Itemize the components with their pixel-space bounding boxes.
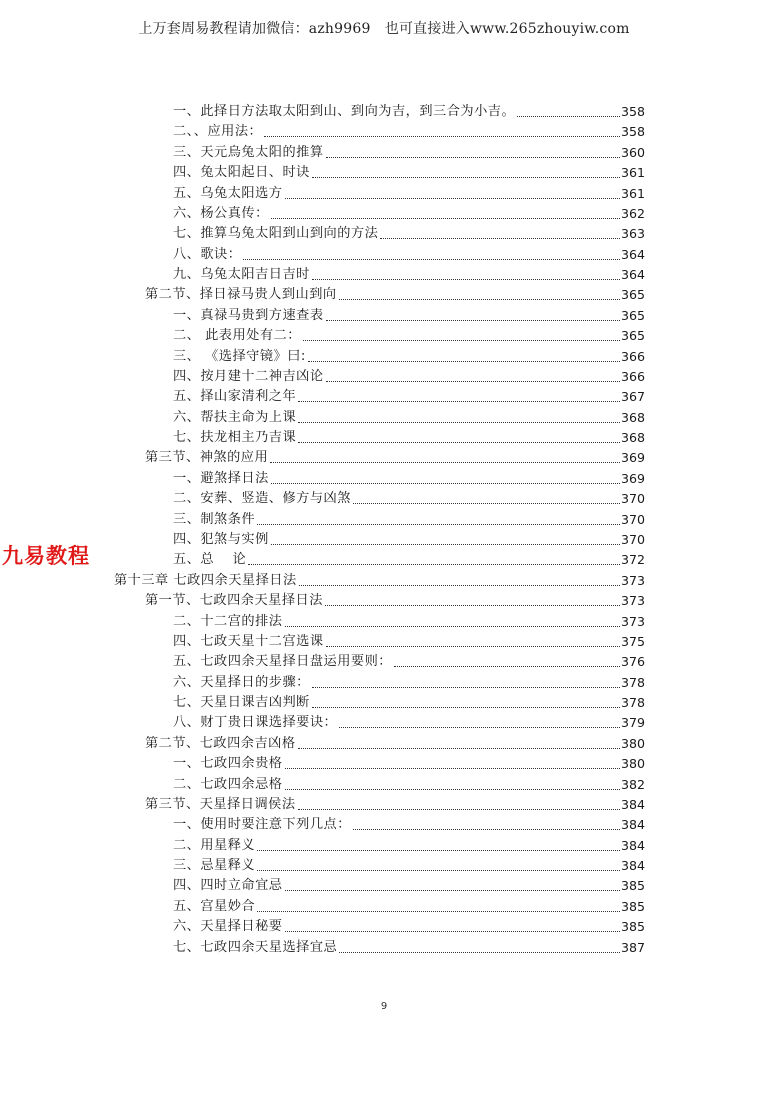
- toc-entry-title: 二、安葬、竖造、修方与凶煞: [173, 491, 351, 507]
- toc-entry[interactable]: [145, 284, 645, 304]
- toc-dot-leader: [326, 381, 620, 382]
- toc-entry[interactable]: [173, 611, 645, 631]
- toc-dot-leader: [353, 503, 620, 504]
- toc-dot-leader: [326, 646, 620, 647]
- toc-dot-leader: [312, 177, 620, 178]
- toc-dot-leader: [308, 361, 620, 362]
- toc-entry-title: 一、使用时要注意下列几点：: [173, 817, 351, 833]
- toc-entry[interactable]: [173, 712, 645, 732]
- toc-dot-leader: [326, 157, 620, 158]
- toc-entry[interactable]: [173, 386, 645, 406]
- toc-dot-leader: [257, 850, 620, 851]
- toc-entry-page: 361: [620, 165, 645, 181]
- toc-dot-leader: [271, 544, 620, 545]
- toc-entry-title: 四、兔太阳起日、时诀: [173, 165, 310, 181]
- toc-entry-page: 380: [620, 756, 645, 772]
- toc-entry[interactable]: [173, 753, 645, 773]
- toc-entry-title: 四、犯煞与实例: [173, 531, 269, 547]
- toc-entry-page: 370: [620, 511, 645, 527]
- toc-dot-leader: [257, 870, 620, 871]
- toc-entry-page: 378: [620, 674, 645, 690]
- toc-dot-leader: [339, 727, 620, 728]
- toc-entry-page: 384: [620, 796, 645, 812]
- toc-entry[interactable]: [173, 142, 645, 162]
- toc-entry[interactable]: [173, 244, 645, 264]
- toc-entry-page: 384: [620, 817, 645, 833]
- toc-entry-page: 376: [620, 654, 645, 670]
- toc-entry-title: 一、避煞择日法: [173, 470, 269, 486]
- toc-dot-leader: [298, 748, 620, 749]
- toc-entry[interactable]: [173, 325, 645, 345]
- toc-entry-title: 六、帮扶主命为上课: [173, 409, 297, 425]
- toc-entry[interactable]: [173, 427, 645, 447]
- toc-dot-leader: [299, 585, 620, 586]
- toc-entry-title: 九、乌兔太阳吉日吉时: [173, 267, 310, 283]
- toc-dot-leader: [326, 320, 620, 321]
- toc-entry[interactable]: [173, 814, 645, 834]
- toc-entry[interactable]: [173, 305, 645, 325]
- toc-entry[interactable]: [173, 162, 645, 182]
- toc-dot-leader: [298, 442, 620, 443]
- toc-entry[interactable]: [173, 855, 645, 875]
- toc-entry-title: 二、七政四余忌格: [173, 776, 283, 792]
- toc-dot-leader: [271, 483, 620, 484]
- toc-dot-leader: [243, 259, 620, 260]
- toc-entry-page: 365: [620, 287, 645, 303]
- toc-entry-page: 361: [620, 185, 645, 201]
- toc-dot-leader: [298, 422, 620, 423]
- toc-entry-page: 362: [620, 205, 645, 221]
- toc-dot-leader: [298, 401, 620, 402]
- toc-entry[interactable]: [173, 631, 645, 651]
- toc-dot-leader: [257, 911, 620, 912]
- toc-entry-title: 第二节、择日禄马贵人到山到向: [145, 287, 337, 303]
- toc-entry[interactable]: [173, 183, 645, 203]
- toc-entry[interactable]: [173, 468, 645, 488]
- toc-entry-title: 四、七政天星十二宫选课: [173, 633, 324, 649]
- toc-entry-title: 八、歌诀：: [173, 246, 242, 262]
- toc-entry-title: 七、天星日课吉凶判断: [173, 695, 310, 711]
- toc-dot-leader: [285, 931, 620, 932]
- toc-entry-page: 372: [620, 552, 645, 568]
- toc-entry-title: 三、 《选择守镜》曰:: [173, 348, 306, 364]
- toc-entry-page: 368: [620, 430, 645, 446]
- toc-entry-page: 384: [620, 837, 645, 853]
- toc-entry[interactable]: [173, 549, 645, 569]
- toc-entry-title: 四、四时立命宜忌: [173, 878, 283, 894]
- toc-entry-page: 363: [620, 226, 645, 242]
- toc-entry-page: 373: [620, 572, 645, 588]
- toc-entry-title: 三、制煞条件: [173, 511, 256, 527]
- toc-dot-leader: [257, 524, 620, 525]
- toc-entry-title: 二、用星释义: [173, 837, 256, 853]
- toc-entry[interactable]: [173, 692, 645, 712]
- toc-entry[interactable]: [173, 264, 645, 284]
- toc-entry-title: 三、天元烏兔太阳的推算: [173, 144, 324, 160]
- toc-entry-page: 385: [620, 878, 645, 894]
- toc-entry-page: 365: [620, 328, 645, 344]
- toc-dot-leader: [517, 116, 620, 117]
- toc-entry-page: 364: [620, 246, 645, 262]
- toc-dot-leader: [285, 768, 620, 769]
- toc-entry-title: 四、按月建十二神吉凶论: [173, 368, 324, 384]
- toc-entry-page: 366: [620, 368, 645, 384]
- toc-dot-leader: [303, 340, 620, 341]
- toc-entry-title: 五、七政四余天星择日盘运用要则：: [173, 654, 392, 670]
- toc-entry[interactable]: [173, 651, 645, 671]
- toc-dot-leader: [264, 136, 620, 137]
- toc-entry-page: 367: [620, 389, 645, 405]
- toc-entry[interactable]: [173, 366, 645, 386]
- toc-dot-leader: [353, 829, 620, 830]
- toc-entry-title: 第三节、天星择日调侯法: [145, 796, 296, 812]
- toc-dot-leader: [339, 299, 620, 300]
- toc-entry-page: 384: [620, 858, 645, 874]
- toc-entry[interactable]: [145, 590, 645, 610]
- toc-dot-leader: [271, 218, 620, 219]
- toc-entry-title: 五、宫星妙合: [173, 898, 256, 914]
- toc-dot-leader: [285, 198, 620, 199]
- toc-dot-leader: [312, 687, 620, 688]
- toc-entry-title: 二、十二宫的排法: [173, 613, 283, 629]
- toc-dot-leader: [325, 605, 620, 606]
- toc-entry-title: 七、推算乌兔太阳到山到向的方法: [173, 226, 379, 242]
- toc-entry-page: 358: [620, 124, 645, 140]
- toc-entry-page: 385: [620, 919, 645, 935]
- toc-entry[interactable]: [145, 794, 645, 814]
- toc-entry-title: 五、乌兔太阳选方: [173, 185, 283, 201]
- toc-entry-page: 378: [620, 695, 645, 711]
- toc-entry[interactable]: [173, 875, 645, 895]
- toc-dot-leader: [248, 564, 620, 565]
- toc-entry[interactable]: [173, 672, 645, 692]
- toc-entry-title: 一、真禄马贵到方速查表: [173, 307, 324, 323]
- toc-entry[interactable]: [173, 896, 645, 916]
- toc-dot-leader: [298, 809, 620, 810]
- toc-entry[interactable]: [173, 223, 645, 243]
- toc-entry-page: 375: [620, 633, 645, 649]
- toc-entry-page: 370: [620, 491, 645, 507]
- toc-entry-title: 五、择山家清利之年: [173, 389, 297, 405]
- toc-dot-leader: [394, 666, 620, 667]
- toc-entry[interactable]: [173, 835, 645, 855]
- toc-entry-title: 三、忌星释义: [173, 858, 256, 874]
- toc-entry-title: 一、此择日方法取太阳到山、到向为吉，到三合为小吉。: [173, 104, 516, 119]
- toc-entry-title: 第十三章 七政四余天星择日法: [114, 572, 297, 588]
- toc-entry[interactable]: [114, 570, 645, 590]
- toc-entry[interactable]: [173, 774, 645, 794]
- toc-entry-page: 379: [620, 715, 645, 731]
- toc-entry-page: 364: [620, 267, 645, 283]
- toc-entry[interactable]: [145, 733, 645, 753]
- toc-dot-leader: [285, 789, 620, 790]
- toc-entry[interactable]: [173, 509, 645, 529]
- toc-entry-page: 358: [620, 104, 645, 119]
- toc-entry-page: 373: [620, 613, 645, 629]
- toc-entry[interactable]: [173, 121, 645, 141]
- toc-entry-title: 八、财丁贵日课选择要诀：: [173, 715, 338, 731]
- toc-dot-leader: [270, 462, 620, 463]
- toc-dot-leader: [380, 238, 620, 239]
- toc-entry-page: 369: [620, 450, 645, 466]
- toc-entry[interactable]: [173, 203, 645, 223]
- watermark-logo: 九易教程: [2, 544, 90, 568]
- toc-entry-title: 第二节、七政四余吉凶格: [145, 735, 296, 751]
- page-header-text: 上万套周易教程请加微信：azh9969 也可直接进入www.265zhouyiw.com: [138, 21, 630, 37]
- toc-entry-page: 385: [620, 898, 645, 914]
- toc-dot-leader: [285, 890, 620, 891]
- toc-dot-leader: [285, 626, 620, 627]
- toc-dot-leader: [312, 279, 620, 280]
- toc-entry-page: 373: [620, 593, 645, 609]
- toc-entry-title: 第三节、神煞的应用: [145, 450, 269, 466]
- toc-entry[interactable]: [173, 407, 645, 427]
- toc-entry-page: 365: [620, 307, 645, 323]
- toc-entry-page: 387: [620, 939, 645, 955]
- toc-entry-title: 七、扶龙相主乃吉课: [173, 430, 297, 446]
- toc-entry[interactable]: [173, 916, 645, 936]
- toc-entry[interactable]: [173, 101, 645, 121]
- toc-entry-title: 六、杨公真传：: [173, 205, 269, 221]
- toc-entry[interactable]: [173, 346, 645, 366]
- toc-entry-title: 六、天星择日秘要: [173, 919, 283, 935]
- toc-entry[interactable]: [173, 488, 645, 508]
- toc-dot-leader: [339, 952, 620, 953]
- page-number: 9: [380, 1001, 388, 1012]
- toc-entry-page: 380: [620, 735, 645, 751]
- toc-entry-title: 二、、应用法：: [173, 124, 263, 140]
- toc-entry-title: 一、七政四余贵格: [173, 756, 283, 772]
- toc-entry-title: 七、七政四余天星选择宜忌: [173, 939, 338, 955]
- toc-entry-title: 五、总 论: [173, 552, 247, 568]
- toc-entry[interactable]: [173, 937, 645, 957]
- toc-entry-title: 二、 此表用处有二：: [173, 328, 301, 344]
- toc-entry-page: 382: [620, 776, 645, 792]
- toc-entry-page: 368: [620, 409, 645, 425]
- toc-entry-title: 六、天星择日的步骤：: [173, 674, 310, 690]
- toc-dot-leader: [312, 707, 620, 708]
- toc-entry-page: 360: [620, 144, 645, 160]
- toc-entry[interactable]: [173, 529, 645, 549]
- toc-entry[interactable]: [145, 447, 645, 467]
- toc-entry-page: 370: [620, 531, 645, 547]
- toc-entry-page: 369: [620, 470, 645, 486]
- toc-entry-page: 366: [620, 348, 645, 364]
- toc-entry-title: 第一节、七政四余天星择日法: [145, 593, 323, 609]
